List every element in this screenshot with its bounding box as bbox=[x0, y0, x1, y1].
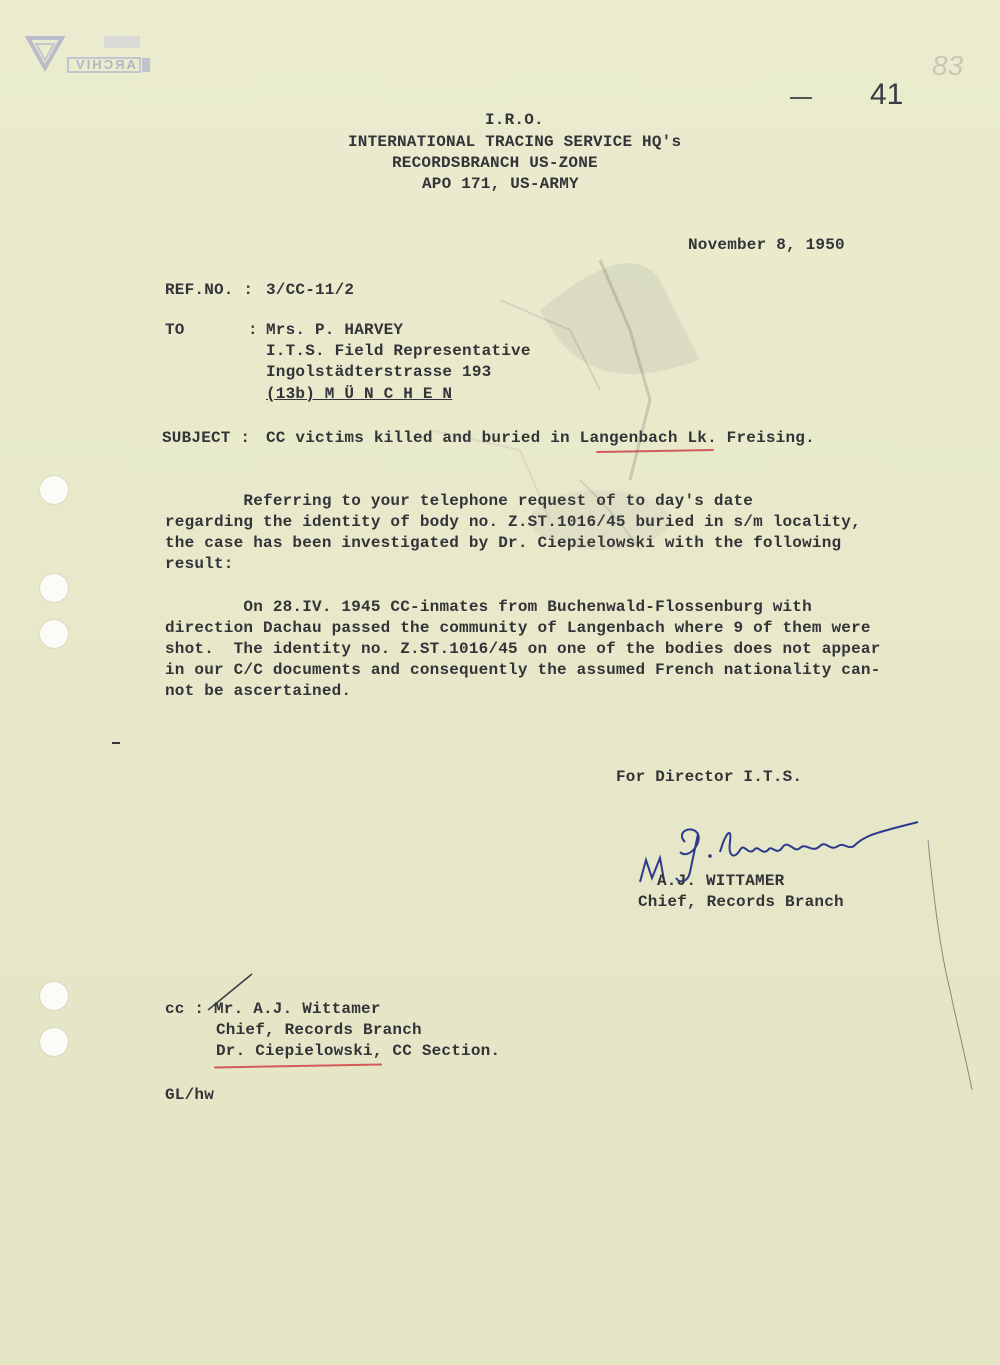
letterhead-line-4: APO 171, US-ARMY bbox=[422, 175, 579, 193]
subject-label: SUBJECT : bbox=[162, 429, 251, 447]
body-line: Referring to your telephone request of to day's date bbox=[165, 492, 754, 510]
to-colon: : bbox=[248, 321, 258, 339]
body-line: the case has been investigated by Dr. Ciepielowski with the following bbox=[165, 534, 842, 552]
stray-mark bbox=[112, 742, 120, 744]
stamp-text: ARCHIV bbox=[74, 57, 136, 72]
letterhead-line-3: RECORDSBRANCH US-ZONE bbox=[392, 154, 598, 172]
letter-date: November 8, 1950 bbox=[688, 236, 845, 254]
red-pencil-underline bbox=[596, 449, 714, 453]
body-line: not be ascertained. bbox=[165, 682, 352, 700]
punch-hole bbox=[40, 476, 68, 504]
body-line: On 28.IV. 1945 CC-inmates from Buchenwald-Flossenburg with bbox=[165, 598, 812, 616]
cc-line: Dr. Ciepielowski, CC Section. bbox=[216, 1042, 501, 1060]
signatory-name: A.J. WITTAMER bbox=[657, 872, 785, 890]
archive-stamp bbox=[22, 30, 152, 80]
body-line: result: bbox=[165, 555, 234, 573]
body-line: regarding the identity of body no. Z.ST.1016/45 buried in s/m locality, bbox=[165, 513, 861, 531]
punch-hole bbox=[40, 574, 68, 602]
crease-smudge bbox=[400, 220, 780, 620]
body-line: in our C/C documents and consequently the assumed French nationality can- bbox=[165, 661, 881, 679]
letterhead-line-1: I.R.O. bbox=[485, 111, 544, 129]
letterhead-line-2: INTERNATIONAL TRACING SERVICE HQ's bbox=[348, 133, 682, 151]
punch-hole bbox=[40, 982, 68, 1010]
cc-line: Chief, Records Branch bbox=[216, 1021, 422, 1039]
punch-hole bbox=[40, 1028, 68, 1056]
ref-value: 3/CC-11/2 bbox=[266, 281, 355, 299]
pencil-stroke bbox=[920, 840, 980, 1100]
to-address-line: Mrs. P. HARVEY bbox=[266, 321, 404, 339]
to-address-line: I.T.S. Field Representative bbox=[266, 342, 531, 360]
signatory-title: Chief, Records Branch bbox=[638, 893, 844, 911]
stamp-logo-icon bbox=[22, 30, 152, 80]
to-address-line: Ingolstädterstrasse 193 bbox=[266, 363, 492, 381]
check-mark-icon bbox=[206, 972, 256, 1012]
body-line: shot. The identity no. Z.ST.1016/45 on one of the bodies does not appear bbox=[165, 640, 881, 658]
punch-hole bbox=[40, 620, 68, 648]
red-pencil-underline bbox=[214, 1064, 382, 1069]
for-director-line: For Director I.T.S. bbox=[616, 768, 803, 786]
to-label: TO bbox=[165, 321, 185, 339]
typist-initials: GL/hw bbox=[165, 1086, 215, 1104]
to-address-line: (13b) M Ü N C H E N bbox=[266, 385, 453, 403]
cc-line: Mr. A.J. Wittamer bbox=[214, 1000, 381, 1018]
subject-value: CC victims killed and buried in Langenbach Lk. Freising. bbox=[266, 429, 815, 447]
ref-label: REF.NO. : bbox=[165, 281, 254, 299]
page-number: 41 bbox=[870, 78, 904, 111]
corner-pencil-mark: 83 bbox=[932, 50, 964, 81]
body-line: direction Dachau passed the community of Langenbach where 9 of them were bbox=[165, 619, 871, 637]
pencil-dash bbox=[790, 97, 812, 99]
cc-label: cc : bbox=[165, 1000, 205, 1018]
